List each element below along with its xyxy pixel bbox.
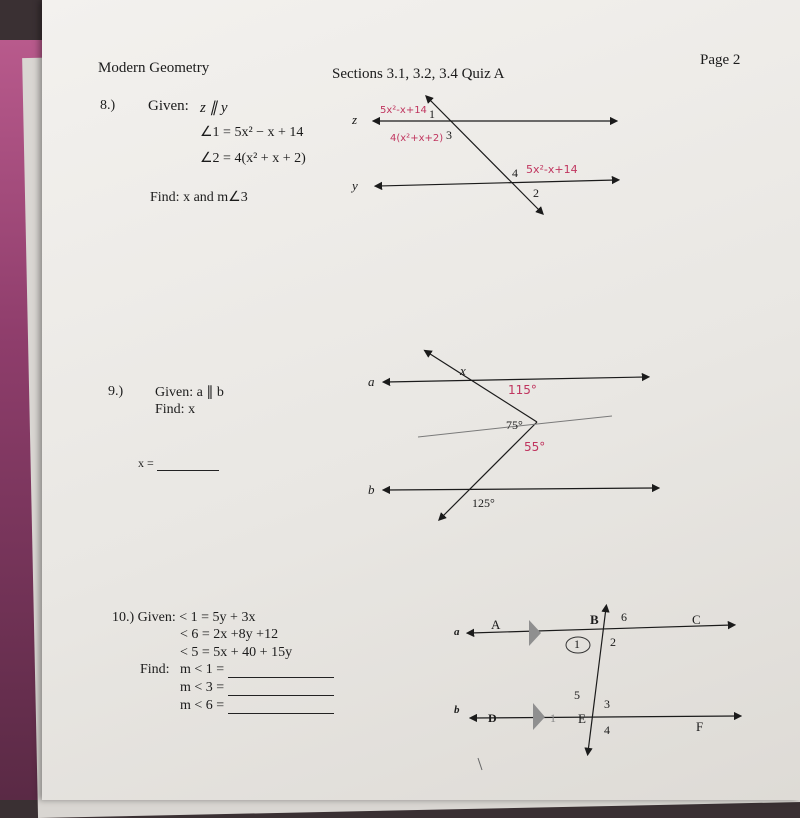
q10-point-C: C xyxy=(692,612,701,627)
q8-label-z: z xyxy=(352,112,358,127)
q10-point-A: A xyxy=(491,617,501,632)
q9-given: Given: a ∥ b xyxy=(155,385,224,400)
q10-point-E: E xyxy=(578,711,586,726)
q10-given5: < 5 = 5x + 40 + 15y xyxy=(180,645,293,660)
q9-label-a: a xyxy=(368,374,375,389)
q8-handwritten-right: 5x²-x+14 xyxy=(526,163,578,176)
q9-label-x: x xyxy=(460,363,466,378)
q10-point-B: B xyxy=(590,612,599,627)
q9-number: 9.) xyxy=(108,384,124,399)
q10-angle-5: 5 xyxy=(574,688,580,702)
q9-diagram xyxy=(386,352,656,518)
q8-given-parallel: z ∥ y xyxy=(200,100,228,116)
q10-angle-3: 3 xyxy=(604,697,610,711)
q10-stray-mark xyxy=(478,758,482,770)
q9-angle-55: 55° xyxy=(524,440,546,454)
q9-answer-text: x = xyxy=(138,456,154,470)
q9-line-a xyxy=(386,377,646,382)
q9-label-b: b xyxy=(368,482,375,497)
q8-angle2: ∠2 = 4(x² + x + 2) xyxy=(200,151,306,166)
q8-angle1: ∠1 = 5x² − x + 14 xyxy=(200,125,304,140)
q10-point-D: D xyxy=(488,711,497,725)
q9-line-b xyxy=(386,488,656,490)
q10-find3-label: m < 3 = xyxy=(180,680,225,695)
q10-angle-6: 6 xyxy=(621,610,627,624)
q10-point-F: F xyxy=(696,719,704,734)
q8-label-y: y xyxy=(352,178,358,193)
q8-angle-label-2: 2 xyxy=(533,186,539,200)
q10-parallel-mark-a xyxy=(529,620,541,646)
q10-find1-label: m < 1 = xyxy=(180,662,225,677)
q8-transversal xyxy=(428,98,541,212)
q10-line-b xyxy=(473,716,738,718)
section-title: Sections 3.1, 3.2, 3.4 Quiz A xyxy=(332,66,505,82)
q8-angle-label-3: 3 xyxy=(446,128,452,142)
course-title: Modern Geometry xyxy=(98,60,210,76)
q8-given-label: Given: xyxy=(148,98,189,114)
q10-find6-label: m < 6 = xyxy=(180,698,225,713)
q10-handwritten-mark: 1 xyxy=(550,711,556,725)
q9-angle-75: 75° xyxy=(506,418,523,432)
q8-angle-label-4: 4 xyxy=(512,166,518,180)
q8-handwritten-top: 5x²-x+14 xyxy=(380,105,427,116)
q9-angle-125: 125° xyxy=(472,496,495,510)
q9-angle-115: 115° xyxy=(508,383,537,397)
q9-find: Find: x xyxy=(155,402,196,417)
q10-angle-2: 2 xyxy=(610,635,616,649)
q8-handwritten-mid: 4(x²+x+2) xyxy=(390,133,444,144)
q10-given1: 10.) Given: < 1 = 5y + 3x xyxy=(112,610,256,625)
q10-angle-1: 1 xyxy=(574,637,580,651)
q8-number: 8.) xyxy=(100,98,116,113)
q8-find: Find: x and m∠3 xyxy=(150,190,248,205)
q10-find-label: Find: xyxy=(140,662,170,677)
page-number: Page 2 xyxy=(700,52,741,68)
q8-angle-label-1: 1 xyxy=(429,107,435,121)
q10-label-a: a xyxy=(454,626,460,638)
q8-line-y xyxy=(378,180,616,186)
q10-parallel-mark-b xyxy=(533,703,545,730)
q10-angle-4: 4 xyxy=(604,723,610,737)
q10-given6: < 6 = 2x +8y +12 xyxy=(180,627,279,642)
q10-diagram xyxy=(470,608,738,770)
q10-label-b: b xyxy=(454,704,460,716)
